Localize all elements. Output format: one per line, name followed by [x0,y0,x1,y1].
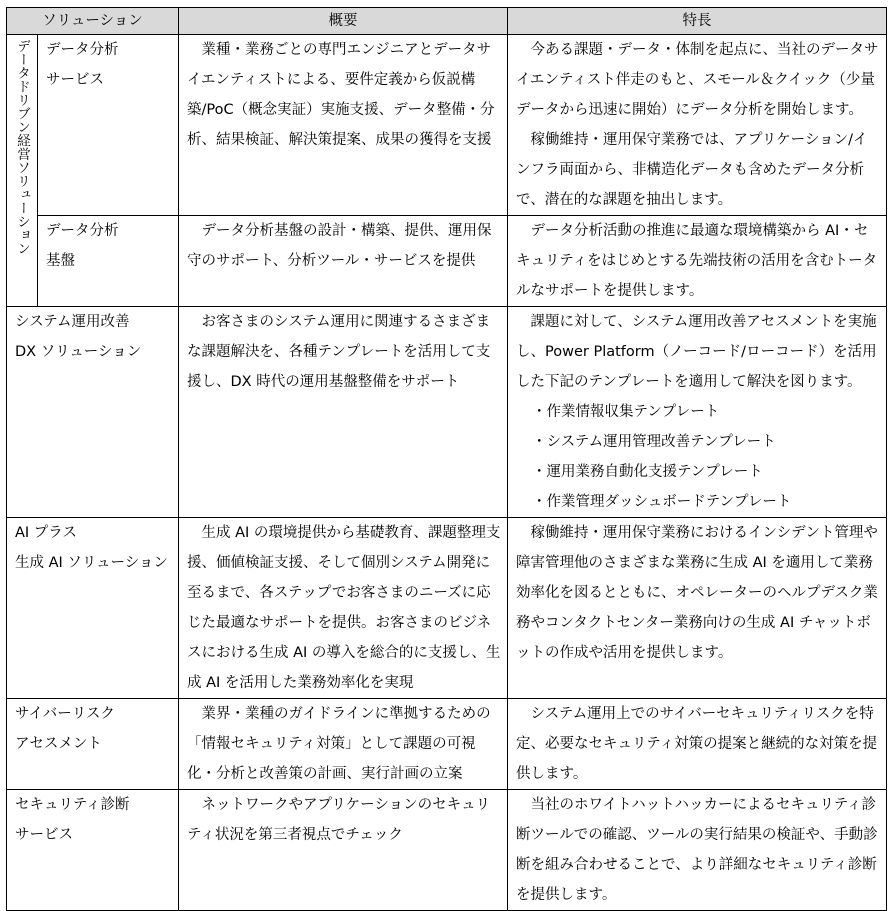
overview-cell: お客さまのシステム運用に関連するさまざまな課題解決を、各種テンプレートを活用して支援し、DX 時代の運用基盤整備をサポート [179,307,508,518]
header-solution: ソリューション [7,8,179,35]
template-item: ・作業情報収集テンプレート [532,404,720,420]
solution-table [6,7,887,911]
solution-name: セキュリティ診断 サービス [7,790,179,911]
template-item: ・作業管理ダッシュボードテンプレート [532,494,792,510]
group-label-cell [7,35,38,307]
group-label: データドリブン経営ソリューション [14,39,30,255]
template-item: ・システム運用管理改善テンプレート [532,434,776,450]
table-row [7,790,887,911]
table-row [7,35,887,216]
header-feature: 特長 [508,8,887,35]
table-row [7,307,887,518]
feature-cell: 課題に対して、システム運用改善アセスメントを実施し、Power Platform（ノーコード/ローコード）を活用した下記のテンプレートを適用して解決を図ります。 ・作業情報収集テンプレート ・システム運用管理改善テンプレート ・運用業務自動化支援テンプレート ・作業管理ダッシュボードテンプレート [508,307,887,518]
header-row [7,8,887,35]
template-item: ・運用業務自動化支援テンプレート [532,464,763,480]
table-row [7,699,887,790]
feature-cell: 稼働維持・運用保守業務におけるインシデント管理や障害管理他のさまざまな業務に生成 AI を適用して業務効率化を図るとともに、オペレーターのヘルプデスク業務やコンタクトセンター業務向けの生成 AI チャットボットの作成や活用を提供します。 [508,518,887,699]
overview-cell: 業界・業種のガイドラインに準拠するための「情報セキュリティ対策」として課題の可視化・分析と改善策の計画、実行計画の立案 [179,699,508,790]
solution-name: データ分析 基盤 [38,216,179,307]
solution-name: AI プラス 生成 AI ソリューション [7,518,179,699]
overview-cell: 業種・業務ごとの専門エンジニアとデータサイエンティストによる、要件定義から仮説構築/PoC（概念実証）実施支援、データ整備・分析、結果検証、解決策提案、成果の獲得を支援 [179,35,508,216]
table-row [7,216,887,307]
solution-name: データ分析 サービス [38,35,179,216]
feature-cell: 今ある課題・データ・体制を起点に、当社のデータサイエンティスト伴走のもと、スモール＆クイック（少量データから迅速に開始）にデータ分析を開始します。 稼働維持・運用保守業務では、アプリケーション/インフラ両面から、非構造化データも含めたデータ分析で、潜在的な課題を抽出します。 [508,35,887,216]
feature-cell: システム運用上でのサイバーセキュリティリスクを特定、必要なセキュリティ対策の提案と継続的な対策を提供します。 [508,699,887,790]
solution-name: サイバーリスク アセスメント [7,699,179,790]
table-row [7,518,887,699]
overview-cell: データ分析基盤の設計・構築、提供、運用保守のサポート、分析ツール・サービスを提供 [179,216,508,307]
overview-cell: 生成 AI の環境提供から基礎教育、課題整理支援、価値検証支援、そして個別システム開発に至るまで、各ステップでお客さまのニーズに応じた最適なサポートを提供。お客さまのビジネスにおける生成 AI の導入を総合的に支援し、生成 AI を活用した業務効率化を実現 [179,518,508,699]
feature-cell: データ分析活動の推進に最適な環境構築から AI・セキュリティをはじめとする先端技術の活用を含むトータルなサポートを提供します。 [508,216,887,307]
solution-name: システム運用改善 DX ソリューション [7,307,179,518]
header-overview: 概要 [179,8,508,35]
feature-cell: 当社のホワイトハットハッカーによるセキュリティ診断ツールでの確認、ツールの実行結果の検証や、手動診断を組み合わせることで、より詳細なセキュリティ診断を提供します。 [508,790,887,911]
overview-cell: ネットワークやアプリケーションのセキュリティ状況を第三者視点でチェック [179,790,508,911]
